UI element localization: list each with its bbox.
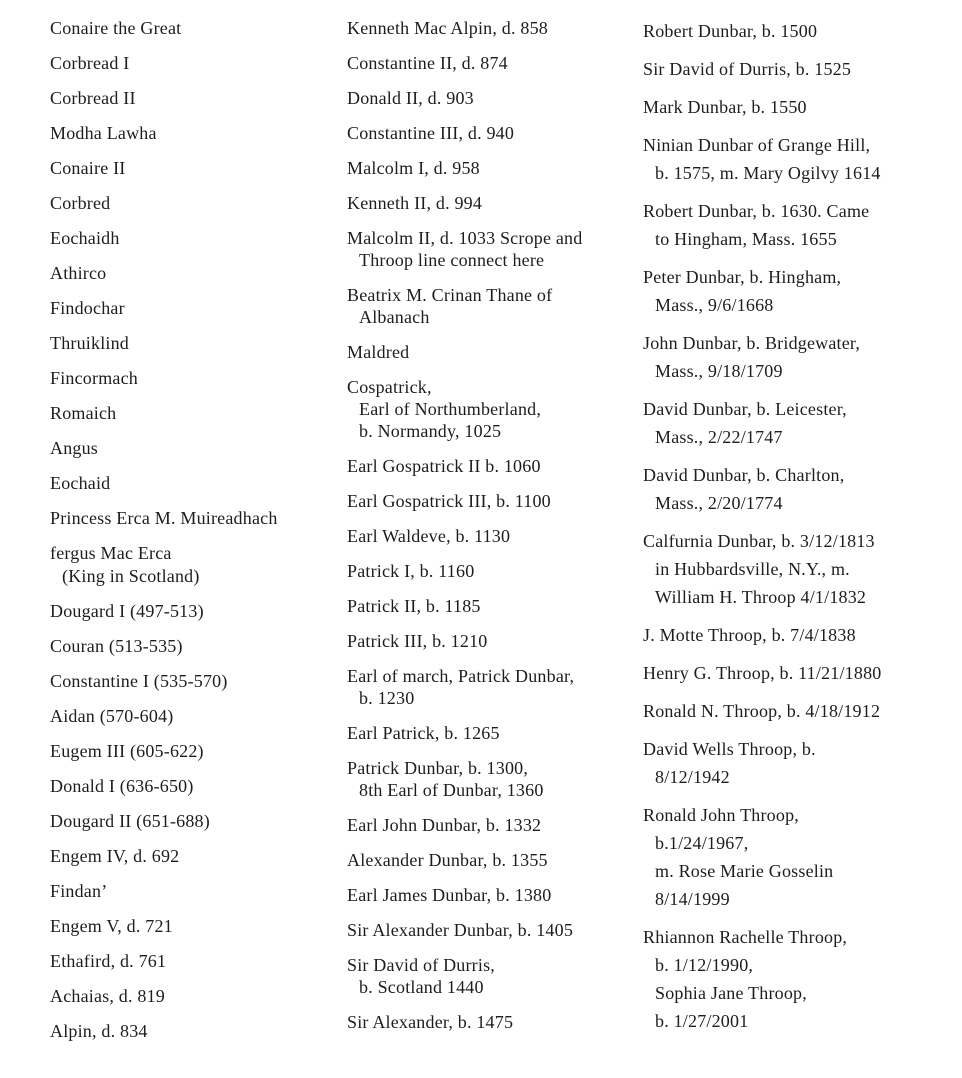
entry-line-continuation: (King in Scotland) [62, 566, 200, 586]
entry-line: Patrick III, b. 1210 [347, 631, 488, 651]
entry-line-continuation: Mass., 9/6/1668 [655, 295, 774, 315]
entry-line: Kenneth Mac Alpin, d. 858 [347, 18, 548, 38]
entry-line: Ronald N. Throop, b. 4/18/1912 [643, 701, 881, 721]
lineage-entry [347, 595, 639, 617]
entry-line-continuation: m. Rose Marie Gosselin [655, 861, 834, 881]
entry-line-continuation: to Hingham, Mass. 1655 [655, 229, 837, 249]
lineage-entry [50, 845, 342, 868]
entry-line: Findan’ [50, 881, 108, 901]
entry-line: Constantine II, d. 874 [347, 53, 508, 73]
entry-line-continuation: Throop line connect here [359, 250, 545, 270]
lineage-entry [347, 376, 639, 442]
lineage-entry [643, 801, 958, 913]
lineage-entry [347, 227, 639, 271]
entry-line: Princess Erca M. Muireadhach [50, 508, 278, 528]
entry-line: Alexander Dunbar, b. 1355 [347, 850, 548, 870]
entry-line-continuation: Earl of Northumberland, [359, 399, 542, 419]
entry-line: Henry G. Throop, b. 11/21/1880 [643, 663, 882, 683]
entry-line: Dougard I (497-513) [50, 601, 204, 621]
lineage-entry [50, 227, 342, 250]
lineage-column-3 [643, 17, 958, 1045]
entry-line: Patrick I, b. 1160 [347, 561, 475, 581]
entry-line: Constantine I (535-570) [50, 671, 228, 691]
entry-line: Conaire the Great [50, 18, 182, 38]
entry-line: Donald I (636-650) [50, 776, 194, 796]
lineage-entry [50, 157, 342, 180]
lineage-entry [347, 525, 639, 547]
entry-line: Donald II, d. 903 [347, 88, 474, 108]
entry-line-continuation: 8/12/1942 [655, 767, 730, 787]
lineage-entry [643, 263, 958, 319]
entry-line: Alpin, d. 834 [50, 1021, 148, 1041]
entry-line: Corbread II [50, 88, 136, 108]
lineage-entry [50, 1020, 342, 1043]
lineage-entry [50, 705, 342, 728]
entry-line: David Dunbar, b. Charlton, [643, 465, 845, 485]
lineage-entry [347, 665, 639, 709]
entry-line: Eugem III (605-622) [50, 741, 204, 761]
entry-line: Earl Waldeve, b. 1130 [347, 526, 511, 546]
entry-line-continuation: b.1/24/1967, [655, 833, 749, 853]
lineage-entry [50, 635, 342, 658]
lineage-entry [347, 849, 639, 871]
entry-line: Earl James Dunbar, b. 1380 [347, 885, 552, 905]
lineage-entry [50, 52, 342, 75]
entry-line: Angus [50, 438, 99, 458]
lineage-entry [50, 915, 342, 938]
lineage-entry [50, 507, 342, 530]
entry-line: David Wells Throop, b. [643, 739, 816, 759]
lineage-entry [50, 402, 342, 425]
entry-line: Robert Dunbar, b. 1500 [643, 21, 818, 41]
lineage-entry [50, 775, 342, 798]
lineage-entry [347, 630, 639, 652]
entry-line: Corbread I [50, 53, 130, 73]
entry-line: Ninian Dunbar of Grange Hill, [643, 135, 871, 155]
entry-line: Achaias, d. 819 [50, 986, 165, 1006]
entry-line: Ronald John Throop, [643, 805, 799, 825]
entry-line: Robert Dunbar, b. 1630. Came [643, 201, 870, 221]
entry-line-continuation: Sophia Jane Throop, [655, 983, 807, 1003]
lineage-entry [347, 52, 639, 74]
entry-line-continuation: b. 1/27/2001 [655, 1011, 749, 1031]
lineage-entry [347, 157, 639, 179]
entry-line: Calfurnia Dunbar, b. 3/12/1813 [643, 531, 875, 551]
entry-line: Sir David of Durris, [347, 955, 495, 975]
lineage-entry [643, 621, 958, 649]
lineage-entry [50, 332, 342, 355]
lineage-entry [50, 542, 342, 588]
entry-line-continuation: Mass., 2/20/1774 [655, 493, 783, 513]
entry-line: Earl of march, Patrick Dunbar, [347, 666, 575, 686]
entry-line-continuation: William H. Throop 4/1/1832 [655, 587, 867, 607]
entry-line: Thruiklind [50, 333, 129, 353]
entry-line-continuation: 8/14/1999 [655, 889, 730, 909]
entry-line-continuation: 8th Earl of Dunbar, 1360 [359, 780, 544, 800]
lineage-entry [347, 122, 639, 144]
entry-line: Malcolm I, d. 958 [347, 158, 480, 178]
entry-line: Constantine III, d. 940 [347, 123, 515, 143]
entry-line-continuation: b. 1575, m. Mary Ogilvy 1614 [655, 163, 881, 183]
entry-line: Athirco [50, 263, 107, 283]
entry-line-continuation: b. Scotland 1440 [359, 977, 484, 997]
entry-line-continuation: Mass., 9/18/1709 [655, 361, 783, 381]
lineage-entry [347, 884, 639, 906]
lineage-entry [643, 735, 958, 791]
lineage-entry [643, 659, 958, 687]
lineage-entry [50, 297, 342, 320]
entry-line: Engem V, d. 721 [50, 916, 173, 936]
entry-line-continuation: Mass., 2/22/1747 [655, 427, 783, 447]
entry-line: Kenneth II, d. 994 [347, 193, 483, 213]
entry-line: Earl Gospatrick II b. 1060 [347, 456, 541, 476]
entry-line: Romaich [50, 403, 117, 423]
lineage-entry [643, 329, 958, 385]
lineage-entry [347, 560, 639, 582]
entry-line-continuation: in Hubbardsville, N.Y., m. [655, 559, 850, 579]
entry-line-continuation: b. 1230 [359, 688, 415, 708]
entry-line: fergus Mac Erca [50, 543, 172, 563]
lineage-entry [50, 262, 342, 285]
lineage-entry [643, 55, 958, 83]
lineage-entry [643, 461, 958, 517]
entry-line: Engem IV, d. 692 [50, 846, 180, 866]
lineage-entry [347, 17, 639, 39]
entry-line: Malcolm II, d. 1033 Scrope and [347, 228, 583, 248]
lineage-entry [347, 919, 639, 941]
lineage-column-1 [50, 17, 342, 1055]
entry-line: Sir David of Durris, b. 1525 [643, 59, 852, 79]
lineage-entry [643, 923, 958, 1035]
entry-line: Peter Dunbar, b. Hingham, [643, 267, 842, 287]
entry-line: Sir Alexander, b. 1475 [347, 1012, 514, 1032]
entry-line: Conaire II [50, 158, 126, 178]
entry-line: Mark Dunbar, b. 1550 [643, 97, 807, 117]
lineage-entry [50, 122, 342, 145]
lineage-entry [347, 490, 639, 512]
lineage-entry [347, 722, 639, 744]
entry-line: Earl Gospatrick III, b. 1100 [347, 491, 551, 511]
lineage-entry [347, 757, 639, 801]
entry-line: Modha Lawha [50, 123, 157, 143]
entry-line: Cospatrick, [347, 377, 432, 397]
entry-line: Beatrix M. Crinan Thane of [347, 285, 553, 305]
lineage-entry [643, 131, 958, 187]
lineage-entry [643, 527, 958, 611]
entry-line: Rhiannon Rachelle Throop, [643, 927, 848, 947]
lineage-entry [643, 395, 958, 451]
lineage-entry [50, 670, 342, 693]
lineage-entry [50, 880, 342, 903]
entry-line: Fincormach [50, 368, 138, 388]
entry-line: Corbred [50, 193, 111, 213]
lineage-entry [347, 954, 639, 998]
entry-line: Eochaid [50, 473, 111, 493]
entry-line: Findochar [50, 298, 125, 318]
lineage-entry [347, 1011, 639, 1033]
lineage-entry [50, 600, 342, 623]
lineage-entry [50, 437, 342, 460]
entry-line: Sir Alexander Dunbar, b. 1405 [347, 920, 574, 940]
lineage-entry [50, 810, 342, 833]
entry-line-continuation: Albanach [359, 307, 430, 327]
entry-line: Earl Patrick, b. 1265 [347, 723, 500, 743]
entry-line: Maldred [347, 342, 410, 362]
lineage-entry [347, 284, 639, 328]
lineage-entry [347, 814, 639, 836]
lineage-entry [50, 472, 342, 495]
entry-line: Earl John Dunbar, b. 1332 [347, 815, 542, 835]
entry-line: John Dunbar, b. Bridgewater, [643, 333, 861, 353]
entry-line: Dougard II (651-688) [50, 811, 210, 831]
entry-line-continuation: b. Normandy, 1025 [359, 421, 502, 441]
lineage-entry [347, 192, 639, 214]
lineage-entry [643, 697, 958, 725]
lineage-column-2 [347, 17, 639, 1046]
lineage-entry [50, 192, 342, 215]
lineage-entry [50, 950, 342, 973]
lineage-entry [643, 93, 958, 121]
lineage-entry [347, 341, 639, 363]
lineage-entry [643, 17, 958, 45]
entry-line: David Dunbar, b. Leicester, [643, 399, 847, 419]
lineage-entry [50, 17, 342, 40]
entry-line: Patrick Dunbar, b. 1300, [347, 758, 529, 778]
lineage-entry [643, 197, 958, 253]
entry-line: Patrick II, b. 1185 [347, 596, 481, 616]
entry-line: Eochaidh [50, 228, 120, 248]
entry-line: J. Motte Throop, b. 7/4/1838 [643, 625, 856, 645]
entry-line: Couran (513-535) [50, 636, 183, 656]
entry-line: Aidan (570-604) [50, 706, 174, 726]
lineage-entry [347, 455, 639, 477]
lineage-entry [50, 740, 342, 763]
entry-line: Ethafird, d. 761 [50, 951, 167, 971]
entry-line-continuation: b. 1/12/1990, [655, 955, 754, 975]
lineage-entry [50, 87, 342, 110]
lineage-entry [50, 985, 342, 1008]
lineage-entry [347, 87, 639, 109]
lineage-entry [50, 367, 342, 390]
